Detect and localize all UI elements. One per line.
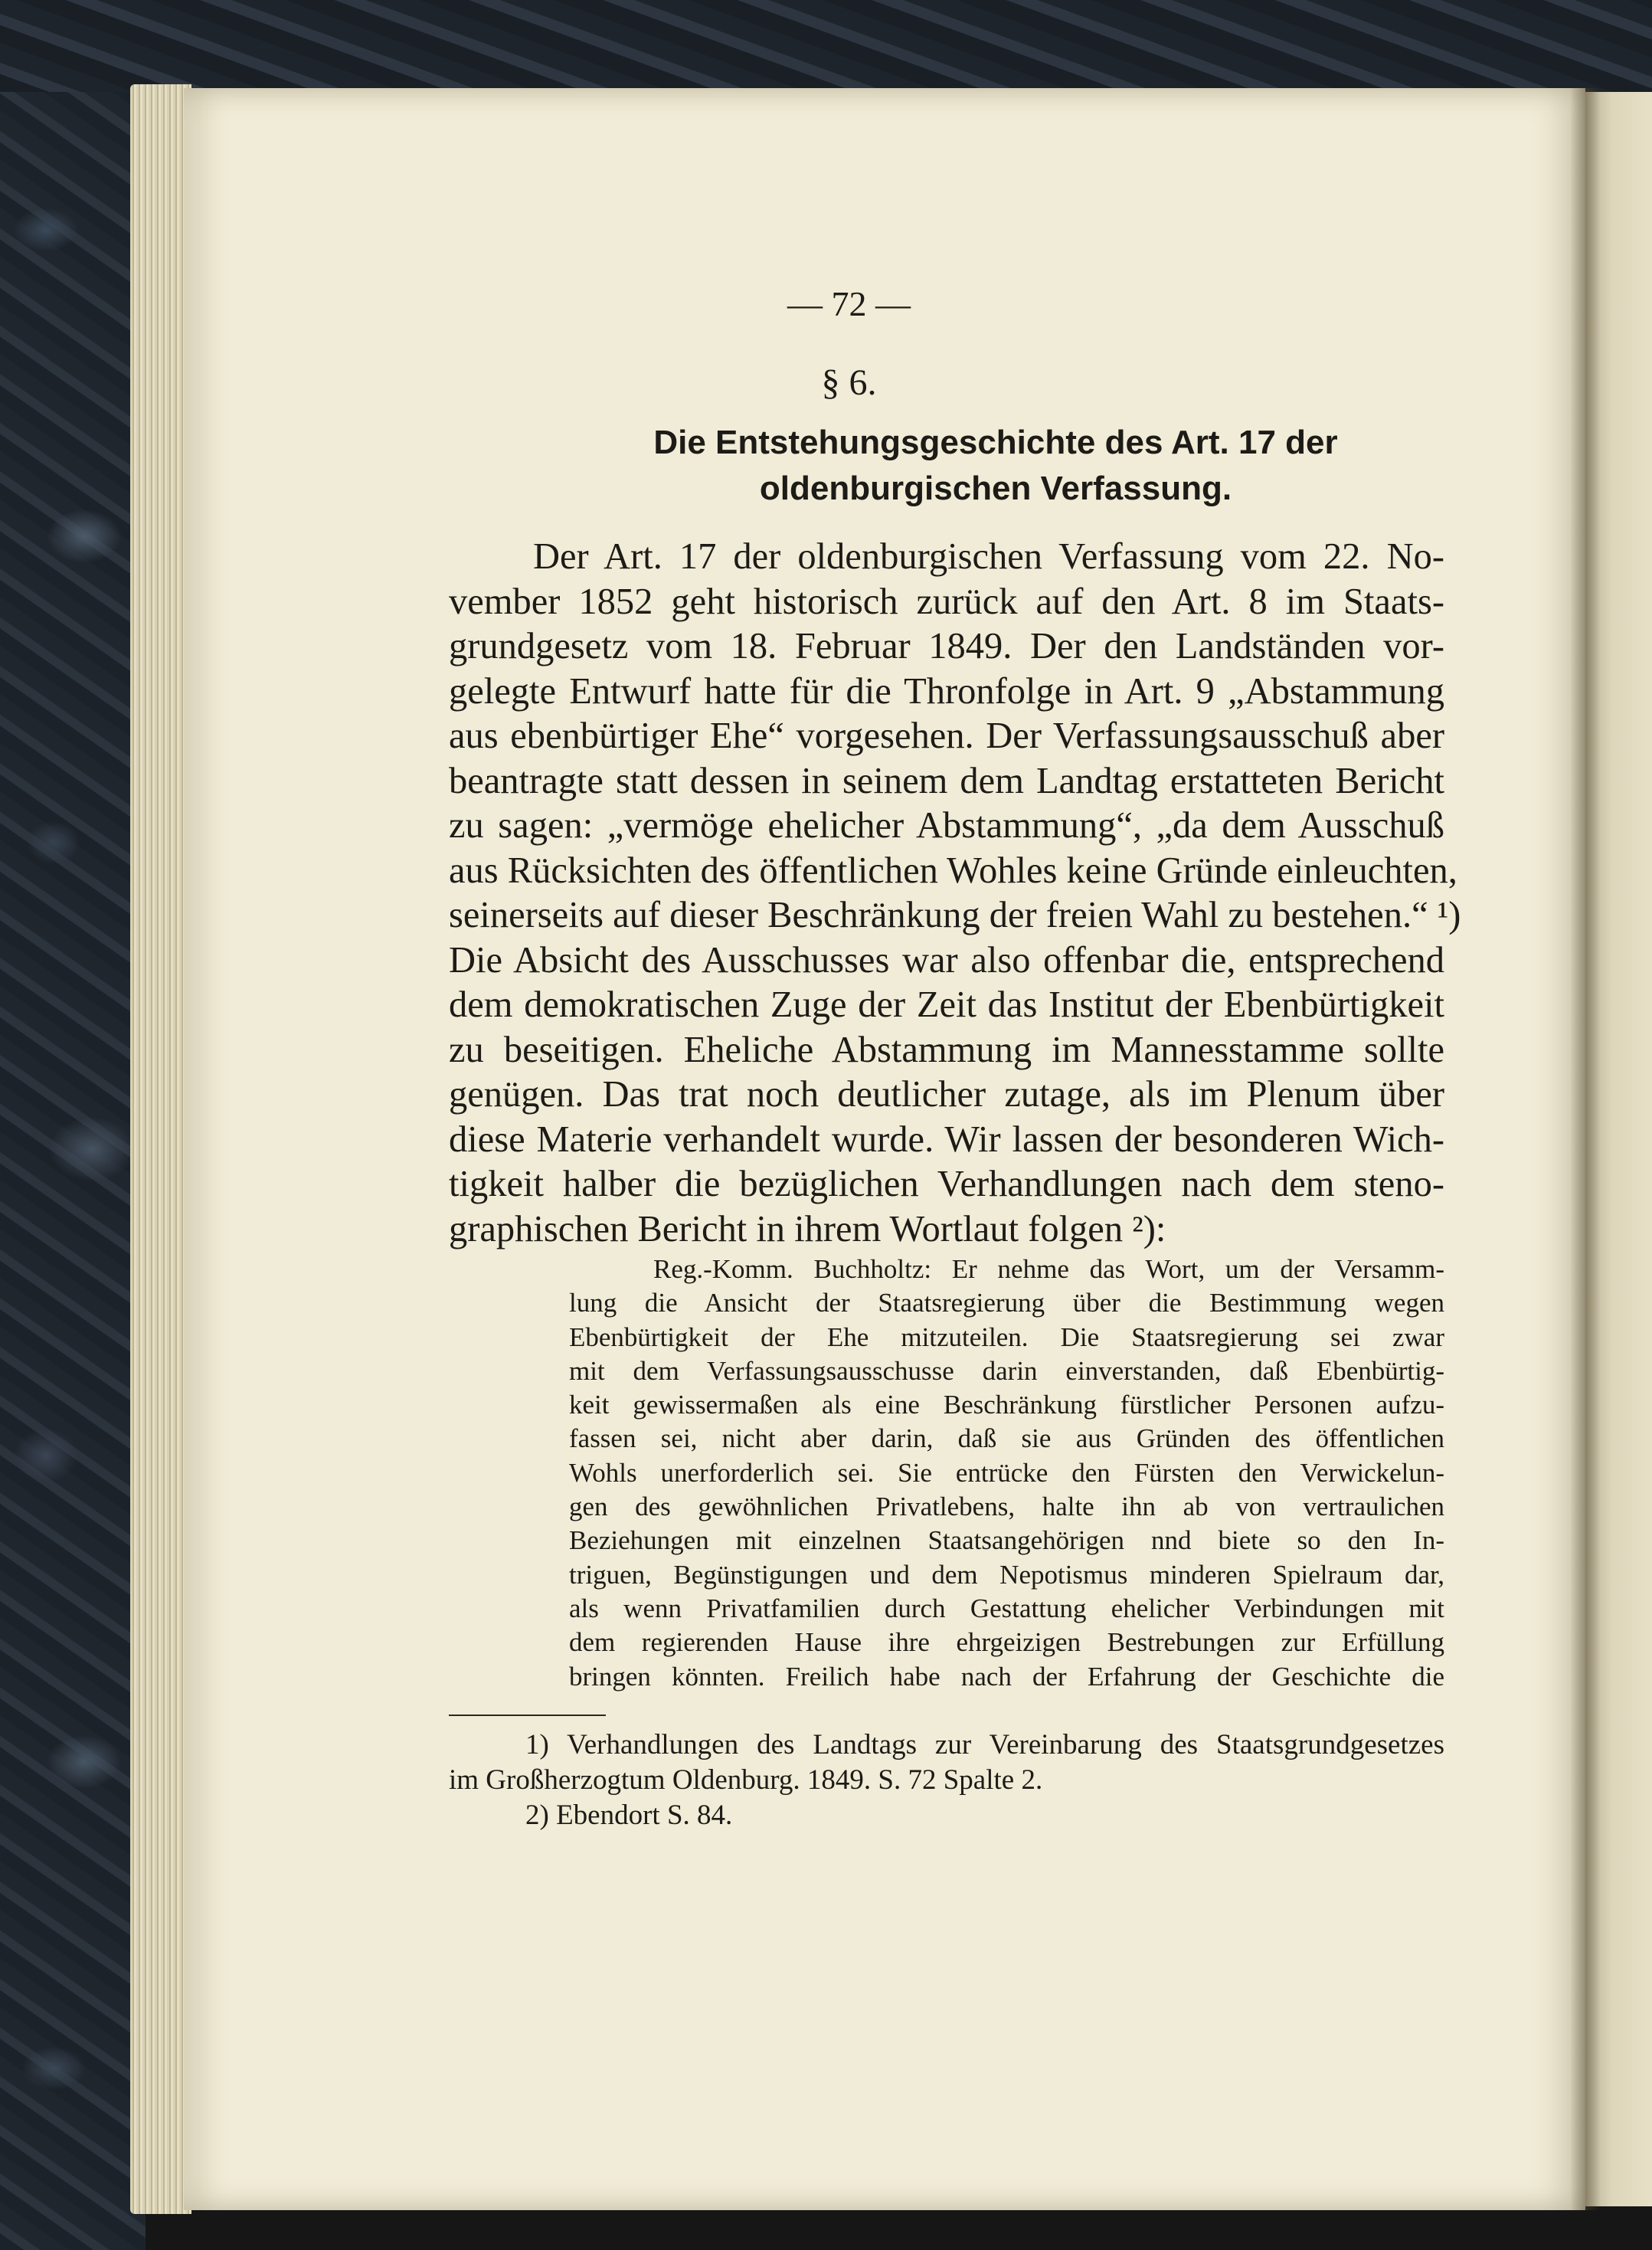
book-cover-marbled bbox=[0, 0, 146, 2250]
quote-line: Wohls unerforderlich sei. Sie entrücke den Fürsten den Verwickelun- bbox=[569, 1457, 1444, 1488]
body-line: aus ebenbürtiger Ehe“ vorgesehen. Der Verfassungsausschuß aber bbox=[449, 716, 1444, 756]
page-number: — 72 — bbox=[787, 284, 911, 323]
body-line: dem demokratischen Zuge der Zeit das Institut der Ebenbürtigkeit bbox=[449, 984, 1444, 1025]
footnote-rule bbox=[449, 1715, 606, 1716]
quote-line: als wenn Privatfamilien durch Gestattung ehelicher Verbindungen mit bbox=[569, 1593, 1444, 1623]
body-line: diese Materie verhandelt wurde. Wir lassen der besonderen Wich- bbox=[449, 1118, 1444, 1160]
chapter-heading bbox=[521, 420, 1470, 512]
body-line: aus Rücksichten des öffentlichen Wohles keine Gründe einleuchten, bbox=[449, 850, 1457, 891]
body-line: tigkeit halber die bezüglichen Verhandlungen nach dem steno- bbox=[449, 1164, 1444, 1204]
quote-line: lung die Ansicht der Staatsregierung über die Bestimmung wegen bbox=[569, 1288, 1444, 1318]
body-line: Die Absicht des Ausschusses war also offenbar die, entsprechend bbox=[449, 939, 1444, 981]
quote-line: keit gewissermaßen als eine Beschränkung fürstlicher Personen aufzu- bbox=[569, 1390, 1444, 1420]
body-line: vember 1852 geht historisch zurück auf den Art. 8 im Staats- bbox=[449, 581, 1444, 622]
quote-line: mit dem Verfassungsausschusse darin einverstanden, daß Ebenbürtig- bbox=[569, 1355, 1444, 1386]
heading-line: oldenburgischen Verfassung. bbox=[759, 470, 1232, 507]
book-cover-top-edge bbox=[0, 0, 1652, 92]
quote-line: dem regierenden Hause ihre ehrgeizigen Bestrebungen zur Erfüllung bbox=[569, 1627, 1444, 1658]
heading-line: Die Entstehungsgeschichte des Art. 17 der bbox=[653, 424, 1338, 461]
body-paragraph bbox=[449, 535, 1461, 1252]
quote-line: Beziehungen mit einzelnen Staatsangehörigen nnd biete so den In- bbox=[569, 1525, 1444, 1556]
quote-line: bringen könnten. Freilich habe nach der Erfahrung der Geschichte die bbox=[569, 1661, 1444, 1692]
body-line: seinerseits auf dieser Beschränkung der freien Wahl zu bestehen.“ ¹) bbox=[449, 895, 1461, 935]
book-gutter bbox=[1570, 88, 1601, 2210]
body-line: grundgesetz vom 18. Februar 1849. Der den Landständen vor- bbox=[449, 626, 1444, 666]
footnote-2: 2) Ebendort S. 84. bbox=[525, 1800, 733, 1831]
body-line: beantragte statt dessen in seinem dem Landtag erstatteten Bericht bbox=[449, 760, 1444, 801]
footnotes bbox=[449, 1728, 1444, 1833]
body-line: zu beseitigen. Eheliche Abstammung im Mannesstamme sollte bbox=[449, 1029, 1444, 1070]
quote-line: fassen sei, nicht aber darin, daß sie aus Gründen des öffentlichen bbox=[569, 1423, 1444, 1454]
quote-line: gen des gewöhnlichen Privatlebens, halte ihn ab von vertraulichen bbox=[569, 1492, 1444, 1522]
quote-line: Reg.-Komm. Buchholtz: Er nehme das Wort, um der Versamm- bbox=[653, 1254, 1444, 1284]
quote-line: Ebenbürtigkeit der Ehe mitzuteilen. Die Staatsregierung sei zwar bbox=[569, 1322, 1444, 1352]
footnote-1-continued: im Großherzogtum Oldenburg. 1849. S. 72 Spalte 2. bbox=[449, 1764, 1043, 1796]
quote-line: triguen, Begünstigungen und dem Nepotismus minderen Spielraum dar, bbox=[569, 1559, 1444, 1590]
body-line: genügen. Das trat noch deutlicher zutage, als im Plenum über bbox=[449, 1074, 1444, 1115]
body-line: graphischen Bericht in ihrem Wortlaut folgen ²): bbox=[449, 1208, 1166, 1249]
page-edges bbox=[130, 84, 191, 2214]
body-line: gelegte Entwurf hatte für die Thronfolge in Art. 9 „Abstammung bbox=[449, 670, 1444, 712]
body-line: Der Art. 17 der oldenburgischen Verfassung vom 22. No- bbox=[533, 536, 1444, 577]
section-number: § 6. bbox=[821, 362, 877, 403]
footnote-1: 1) Verhandlungen des Landtags zur Vereinbarung des Staatsgrundgesetzes bbox=[525, 1729, 1444, 1760]
body-line: zu sagen: „vermöge ehelicher Abstammung“, „da dem Ausschuß bbox=[449, 805, 1444, 846]
quoted-transcript bbox=[569, 1253, 1444, 1694]
